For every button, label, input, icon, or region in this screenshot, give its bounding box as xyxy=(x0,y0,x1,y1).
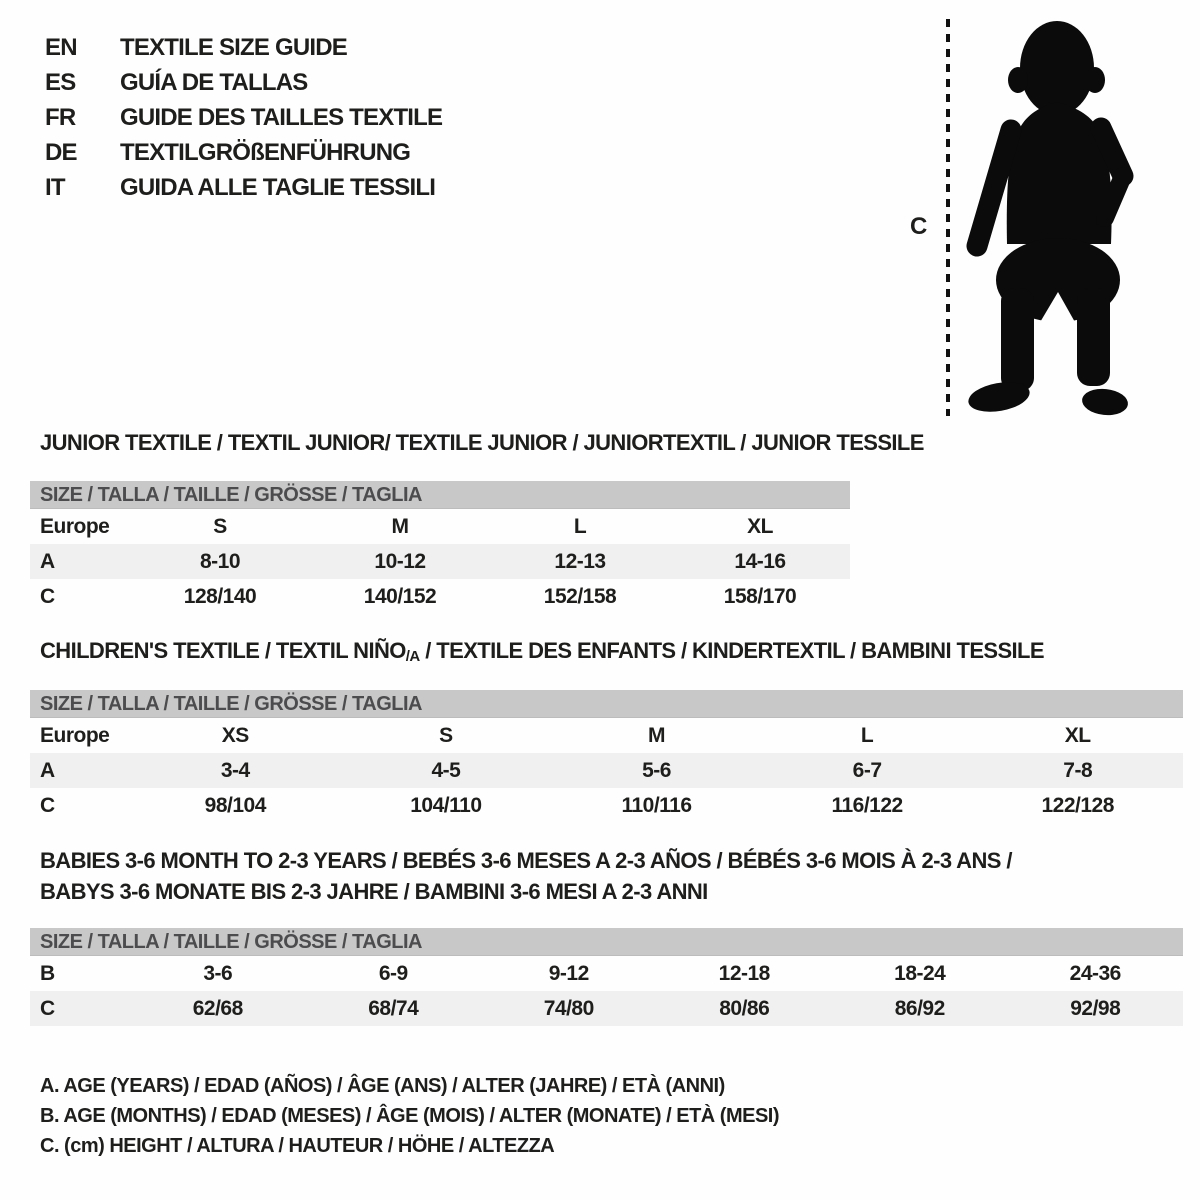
children-title-rest: / TEXTILE DES ENFANTS / KINDERTEXTIL / BAMBINI TESSILE xyxy=(419,638,1044,663)
months-cell: 12-18 xyxy=(718,962,770,985)
legend-age-months: B. AGE (MONTHS) / EDAD (MESES) / ÂGE (MOIS) / ALTER (MONATE) / ETÀ (MESI) xyxy=(40,1105,780,1127)
height-cell: 92/98 xyxy=(1070,997,1121,1020)
legend-height-cm: C. (cm) HEIGHT / ALTURA / HAUTEUR / HÖHE / ALTEZZA xyxy=(40,1135,555,1157)
guide-title: TEXTILGRÖßENFÜHRUNG xyxy=(120,139,411,166)
height-cell: 98/104 xyxy=(204,794,266,817)
babies-title-line1: BABIES 3-6 MONTH TO 2-3 YEARS / BEBÉS 3-6 MESES A 2-3 AÑOS / BÉBÉS 3-6 MOIS À 2-3 ANS / xyxy=(40,848,1012,873)
age-cell: 7-8 xyxy=(1063,759,1093,782)
height-cell: 104/110 xyxy=(410,794,482,817)
row-label: B xyxy=(40,962,55,985)
table-row-months xyxy=(30,956,1183,991)
language-code: IT xyxy=(45,174,65,201)
height-cell: 152/158 xyxy=(543,585,617,608)
size-cell: L xyxy=(573,515,587,538)
babies-title-line2: BABYS 3-6 MONATE BIS 2-3 JAHRE / BAMBINI 3-6 MESI A 2-3 ANNI xyxy=(40,879,708,904)
height-cell: 140/152 xyxy=(363,585,437,608)
guide-title: GUIDA ALLE TAGLIE TESSILI xyxy=(120,174,436,201)
age-cell: 3-4 xyxy=(220,759,250,782)
babies-section-title xyxy=(40,845,1012,907)
language-code: EN xyxy=(45,34,77,61)
row-label: Europe xyxy=(40,515,110,538)
height-cell: 86/92 xyxy=(894,997,945,1020)
language-row xyxy=(45,170,442,205)
table-row-height xyxy=(30,991,1183,1026)
language-row xyxy=(45,30,442,65)
row-label: A xyxy=(40,550,55,573)
size-header-bar: SIZE / TALLA / TAILLE / GRÖSSE / TAGLIA xyxy=(30,690,1183,718)
row-label: C xyxy=(40,794,55,817)
size-cell: M xyxy=(647,724,665,747)
size-header-bar: SIZE / TALLA / TAILLE / GRÖSSE / TAGLIA xyxy=(30,928,1183,956)
size-cell: S xyxy=(439,724,453,747)
size-cell: S xyxy=(213,515,227,538)
age-cell: 8-10 xyxy=(199,550,241,573)
months-cell: 18-24 xyxy=(894,962,946,985)
table-row-europe xyxy=(30,718,1183,753)
age-cell: 4-5 xyxy=(431,759,461,782)
height-cell: 62/68 xyxy=(192,997,243,1020)
children-title-main: CHILDREN'S TEXTILE / TEXTIL NIÑO xyxy=(40,638,406,663)
table-row-europe xyxy=(30,509,850,544)
months-cell: 6-9 xyxy=(378,962,408,985)
size-cell: M xyxy=(391,515,409,538)
height-cell: 80/86 xyxy=(719,997,770,1020)
age-cell: 12-13 xyxy=(554,550,606,573)
table-row-height xyxy=(30,788,1183,823)
children-title-sub: /A xyxy=(405,648,420,665)
row-label: Europe xyxy=(40,724,110,747)
height-measure-line xyxy=(946,19,950,416)
guide-title: GUIDE DES TAILLES TEXTILE xyxy=(120,104,443,131)
language-title-list xyxy=(45,30,442,205)
months-cell: 9-12 xyxy=(548,962,589,985)
size-cell: XS xyxy=(221,724,249,747)
language-row xyxy=(45,65,442,100)
children-section-title xyxy=(40,639,1044,669)
age-cell: 5-6 xyxy=(642,759,671,782)
measure-legend xyxy=(40,1071,779,1161)
height-cell: 128/140 xyxy=(183,585,257,608)
months-cell: 24-36 xyxy=(1069,962,1121,985)
height-cell: 158/170 xyxy=(723,585,797,608)
junior-section-title: JUNIOR TEXTILE / TEXTIL JUNIOR/ TEXTILE JUNIOR / JUNIORTEXTIL / JUNIOR TESSILE xyxy=(40,430,924,455)
height-cell: 122/128 xyxy=(1041,794,1114,817)
language-code: DE xyxy=(45,139,77,166)
children-size-table xyxy=(30,690,1183,823)
row-label: C xyxy=(40,997,55,1020)
language-row xyxy=(45,100,442,135)
size-cell: XL xyxy=(747,515,773,538)
months-cell: 3-6 xyxy=(203,962,233,985)
language-row xyxy=(45,135,442,170)
language-code: ES xyxy=(45,69,76,96)
row-label: C xyxy=(40,585,55,608)
baby-silhouette-icon xyxy=(963,16,1135,418)
table-row-age xyxy=(30,753,1183,788)
height-cell: 116/122 xyxy=(831,794,903,817)
size-cell: L xyxy=(860,724,874,747)
height-cell: 110/116 xyxy=(621,794,692,817)
junior-size-table xyxy=(30,481,850,614)
row-label: A xyxy=(40,759,55,782)
guide-title: TEXTILE SIZE GUIDE xyxy=(120,34,347,61)
babies-size-table xyxy=(30,928,1183,1026)
size-cell: XL xyxy=(1064,724,1091,747)
table-row-height xyxy=(30,579,850,614)
language-code: FR xyxy=(45,104,76,131)
age-cell: 14-16 xyxy=(734,550,786,573)
age-cell: 10-12 xyxy=(374,550,426,573)
guide-title: GUÍA DE TALLAS xyxy=(120,69,308,96)
age-cell: 6-7 xyxy=(852,759,882,782)
height-cell: 74/80 xyxy=(543,997,594,1020)
size-header-bar: SIZE / TALLA / TAILLE / GRÖSSE / TAGLIA xyxy=(30,481,850,509)
height-cell: 68/74 xyxy=(368,997,419,1020)
legend-age-years: A. AGE (YEARS) / EDAD (AÑOS) / ÂGE (ANS) / ALTER (JAHRE) / ETÀ (ANNI) xyxy=(40,1075,725,1097)
height-measure-label: C xyxy=(910,213,927,240)
table-row-age xyxy=(30,544,850,579)
